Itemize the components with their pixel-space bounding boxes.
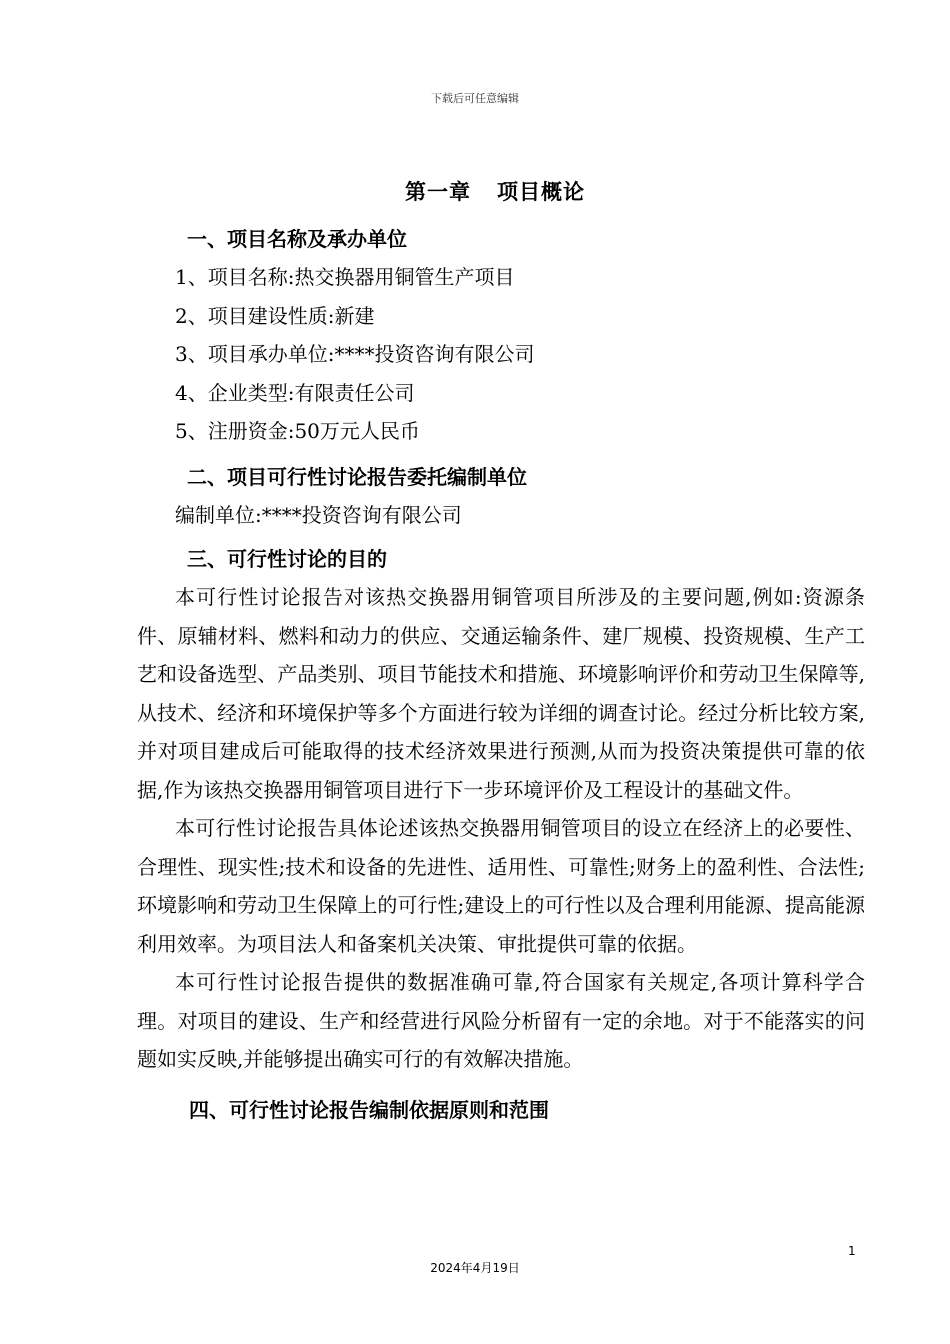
list-item: 3、项目承办单位:****投资咨询有限公司 (175, 342, 535, 366)
section-heading-3: 三、可行性讨论的目的 (187, 547, 387, 571)
footer-date: 2024年4月19日 (430, 1261, 520, 1275)
compiling-unit-line: 编制单位:****投资咨询有限公司 (175, 502, 462, 527)
list-item: 5、注册资金:50万元人民币 (175, 419, 420, 443)
list-item: 2、项目建设性质:新建 (175, 303, 375, 328)
list-item: 4、企业类型:有限责任公司 (175, 380, 415, 405)
section-heading-2: 二、项目可行性讨论报告委托编制单位 (187, 464, 527, 489)
document-body (137, 220, 865, 1129)
paragraph: 本可行性讨论报告提供的数据准确可靠,符合国家有关规定,各项计算科学合理。对项目的建设、生产和经营进行风险分析留有一定的余地。对于不能落实的问题如实反映,并能够提出确实可行的有效解决措施。 (137, 970, 865, 1071)
chapter-name: 项目概论 (497, 180, 585, 204)
section-heading-4: 四、可行性讨论报告编制依据原则和范围 (189, 1097, 549, 1122)
chapter-title (0, 176, 950, 206)
page-number: 1 (848, 1244, 856, 1258)
list-item: 1、项目名称:热交换器用铜管生产项目 (175, 265, 515, 289)
section-heading-1: 一、项目名称及承办单位 (187, 227, 407, 251)
header-note: 下载后可任意编辑 (431, 92, 519, 105)
paragraph: 本可行性讨论报告对该热交换器用铜管项目所涉及的主要问题,例如:资源条件、原辅材料、燃料和动力的供应、交通运输条件、建厂规模、投资规模、生产工艺和设备选型、产品类别、项目节能技术和措施、环境影响评价和劳动卫生保障等,从技术、经济和环境保护等多个方面进行较为详细的调查讨论。经过分析比较方案,并对项目建成后可能取得的技术经济效果进行预测,从而为投资决策提供可靠的依据,作为该热交换器用铜管项目进行下一步环境评价及工程设计的基础文件。 (137, 585, 865, 802)
chapter-number: 第一章 (405, 180, 471, 204)
paragraph: 本可行性讨论报告具体论述该热交换器用铜管项目的设立在经济上的必要性、合理性、现实性;技术和设备的先进性、适用性、可靠性;财务上的盈利性、合法性;环境影响和劳动卫生保障上的可行性;建设上的可行性以及合理利用能源、提高能源利用效率。为项目法人和备案机关决策、审批提供可靠的依据。 (137, 816, 865, 956)
